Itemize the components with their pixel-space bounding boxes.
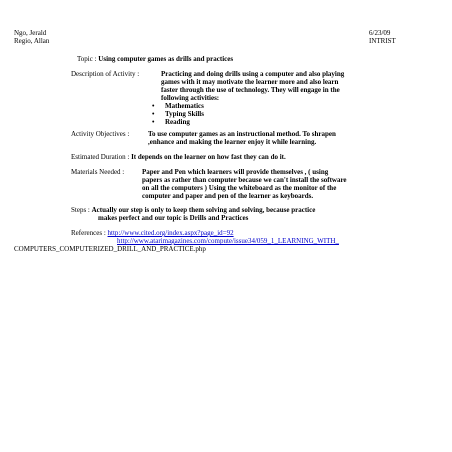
description-line: games with it may motivate the learner more and also learn (161, 78, 339, 86)
course-code: INTRIST (369, 37, 396, 45)
steps-section (71, 206, 315, 214)
materials-line: on all the computers ) Using the whiteboard as the monitor of the (142, 184, 337, 192)
list-item: • Typing Skills (152, 110, 204, 118)
reference-link-2-continuation[interactable]: COMPUTERS_COMPUTERIZED_DRILL_AND_PRACTICE.php (14, 245, 206, 253)
materials-line: papers as rather than computer because we can't install the software (142, 176, 347, 184)
list-item: • Mathematics (152, 102, 204, 110)
materials-body (142, 168, 347, 200)
references-label: References : (71, 229, 106, 237)
steps-label: Steps : (71, 206, 90, 214)
list-item: • Reading (152, 118, 204, 126)
date: 6/23/09 (369, 29, 391, 37)
objectives-body (148, 130, 336, 146)
materials-label: Materials Needed : (71, 168, 125, 176)
description-label: Description of Activity : (71, 70, 140, 78)
duration-section (71, 153, 286, 161)
author-name-2: Regio, Allan (14, 37, 50, 45)
author-name-1: Ngo, Jerald (14, 29, 47, 37)
activity-list (152, 102, 204, 126)
reference-link-2[interactable]: http://www.atarimagazines.com/compute/issue34/059_1_LEARNING_WITH_ (117, 237, 339, 245)
objectives-line: To use computer games as an instructional method. To shrapen (148, 130, 336, 138)
duration-value: It depends on the learner on how fast they can do it. (131, 153, 286, 161)
steps-line-1: Actually our step is only to keep them solving and solving, because practice (91, 206, 316, 214)
topic-section (77, 55, 233, 63)
description-line: faster through the use of technology. They will engage in the (161, 86, 340, 94)
topic-label: Topic : (77, 55, 97, 63)
duration-label: Estimated Duration : (71, 153, 130, 161)
references-section (71, 229, 234, 237)
materials-line: Paper and Pen which learners will provide themselves , ( using (142, 168, 329, 176)
description-line: following activities: (161, 94, 220, 102)
topic-value: Using computer games as drills and practices (98, 55, 234, 63)
objectives-label: Activity Objectives : (71, 130, 130, 138)
description-body (161, 70, 344, 102)
reference-link-1[interactable]: http://www.cited.org/index.aspx?page_id=92 (107, 229, 234, 237)
description-line: Practicing and doing drills using a computer and also playing (161, 70, 345, 78)
steps-line-2: makes perfect and our topic is Drills and Practices (98, 214, 249, 222)
materials-line: computer and paper and pen of the learner as keyboards. (142, 192, 314, 200)
objectives-line: ,enhance and making the learner enjoy it while learning. (148, 138, 317, 146)
